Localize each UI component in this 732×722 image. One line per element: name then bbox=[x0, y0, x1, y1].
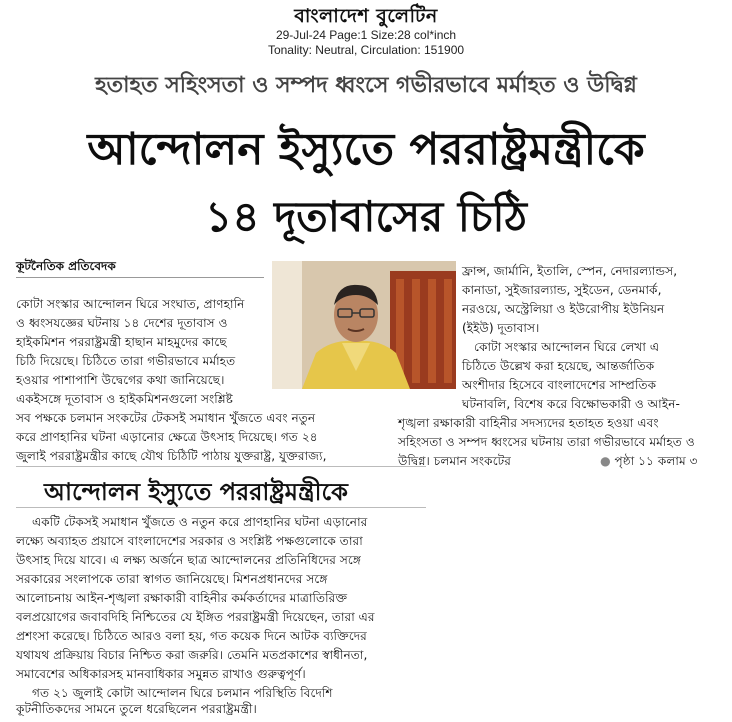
body-line: করে প্রাণহানির ঘটনা এড়ানোর ক্ষেত্রে উৎসাহ দিয়েছে। গত ২৪ bbox=[16, 430, 318, 444]
continuation-line: আলোচনায় আইন-শৃঙ্খলা রক্ষাকারী বাহিনীর কর্মকর্তাদের মাত্রাতিরিক্ত bbox=[16, 591, 348, 605]
body-line: ফ্রান্স, জার্মানি, ইতালি, স্পেন, নেদারল্যান্ডস, bbox=[462, 264, 678, 278]
headline-line-1: আন্দোলন ইস্যুতে পররাষ্ট্রমন্ত্রীকে bbox=[87, 124, 645, 175]
body-line: চিঠিতে উল্লেখ করা হয়েছে, আন্তর্জাতিক bbox=[462, 359, 655, 373]
minister-photo bbox=[272, 261, 456, 389]
body-line: একইসঙ্গে দূতাবাস ও হাইকমিশনগুলো সংশ্লিষ্ট bbox=[16, 392, 233, 406]
body-line: উদ্বিগ্ন। চলমান সংকটের bbox=[398, 454, 511, 468]
continued-page-ref: পৃষ্ঠা ১১ কলাম ৩ bbox=[614, 454, 698, 468]
body-line: (ইইউ) দূতাবাস। bbox=[462, 321, 540, 335]
body-line: হওয়ার পাশাপাশি উদ্বেগের কথা জানিয়েছে। bbox=[16, 373, 225, 387]
continuation-line: উৎসাহ দিয়ে যাবে। এ লক্ষ্য অর্জনে ছাত্র আন্দোলনের প্রতিনিধিদের সঙ্গে bbox=[16, 553, 361, 567]
body-line: সহিংসতা ও সম্পদ ধ্বংসের ঘটনায় তারা গভীরভাবে মর্মাহত ও bbox=[398, 435, 695, 449]
continuation-title: আন্দোলন ইস্যুতে পররাষ্ট্রমন্ত্রীকে bbox=[44, 478, 348, 506]
continuation-line: একটি টেকসই সমাধান খুঁজতে ও নতুন করে প্রাণহানির ঘটনা এড়ানোর bbox=[32, 515, 368, 529]
continuation-line: সরকারের সংলাপকে তারা স্বাগত জানিয়েছে। মিশনপ্রধানদের সঙ্গে bbox=[16, 572, 328, 586]
body-line: অংশীদার হিসেবে বাংলাদেশের সাম্প্রতিক bbox=[462, 378, 657, 392]
body-line: কোটা সংস্কার আন্দোলন ঘিরে সংঘাত, প্রাণহানি bbox=[16, 297, 245, 311]
continuation-line: বলপ্রয়োগের জবাবদিহি নিশ্চিতের যে ইঙ্গিত পররাষ্ট্রমন্ত্রী দিয়েছেন, তারা এর bbox=[16, 610, 375, 624]
continuation-line: গত ২১ জুলাই কোটা আন্দোলন ঘিরে চলমান পরিস্থিতি বিদেশি bbox=[32, 686, 333, 700]
continued-notice bbox=[600, 452, 698, 471]
body-line: ঘটনাবলি, বিশেষ করে বিক্ষোভকারী ও আইন- bbox=[462, 397, 680, 411]
body-line: নরওয়ে, অস্ট্রেলিয়া ও ইউরোপীয় ইউনিয়ন bbox=[462, 302, 665, 316]
bullet-icon: ● bbox=[600, 454, 611, 468]
body-line: জুলাই পররাষ্ট্রমন্ত্রীর কাছে যৌথ চিঠিটি পাঠায় যুক্তরাষ্ট্র, যুক্তরাজ্য, bbox=[16, 449, 327, 463]
continuation-line: সমাবেশের অধিকারসহ মানবাধিকার সমুন্নত রাখাও গুরুত্বপূর্ণ। bbox=[16, 667, 306, 681]
body-line: হাইকমিশন পররাষ্ট্রমন্ত্রী হাছান মাহমুদের কাছে bbox=[16, 335, 227, 349]
body-line: চিঠি দিয়েছে। চিঠিতে তারা গভীরভাবে মর্মাহত bbox=[16, 354, 236, 368]
body-line: কানাডা, সুইজারল্যান্ড, সুইডেন, ডেনমার্ক, bbox=[462, 283, 662, 297]
newspaper-masthead: বাংলাদেশ বুলেটিন bbox=[294, 5, 438, 27]
continuation-line: যথাযথ প্রক্রিয়ায় বিচার নিশ্চিত করা জরুরি। তেমনি মতপ্রকাশের স্বাধীনতা, bbox=[16, 648, 368, 662]
continuation-line: প্রশংসা করেছে। চিঠিতে আরও বলা হয়, গত কয়েক দিনে আটক ব্যক্তিদের bbox=[16, 629, 367, 643]
continuation-line: লক্ষ্যে অব্যাহত প্রয়াসে বাংলাদেশের সরকার ও সংশ্লিষ্ট পক্ষগুলোকে তারা bbox=[16, 534, 363, 548]
body-line: ও ধ্বংসযজ্ঞের ঘটনায় ১৪ দেশের দূতাবাস ও bbox=[16, 316, 228, 330]
kicker-headline: হতাহত সহিংসতা ও সম্পদ ধ্বংসে গভীরভাবে মর্মাহত ও উদ্বিগ্ন bbox=[95, 73, 637, 98]
continuation-line: কূটনীতিকদের সামনে তুলে ধরেছিলেন পররাষ্ট্রমন্ত্রী। bbox=[16, 702, 257, 716]
body-line: সব পক্ষকে চলমান সংকটের টেকসই সমাধান খুঁজতে এবং নতুন bbox=[16, 411, 316, 425]
clipping-meta-tonality: Tonality: Neutral, Circulation: 151900 bbox=[267, 43, 465, 57]
byline-divider bbox=[16, 277, 264, 278]
body-line: কোটা সংস্কার আন্দোলন ঘিরে লেখা এ bbox=[474, 340, 660, 354]
clipping-meta-size: 29-Jul-24 Page:1 Size:28 col*inch bbox=[275, 28, 457, 42]
byline: কূটনৈতিক প্রতিবেদক bbox=[16, 259, 116, 273]
body-line: শৃঙ্খলা রক্ষাকারী বাহিনীর সদস্যদের হতাহত হওয়া এবং bbox=[398, 416, 659, 430]
headline-line-2: ১৪ দূতাবাসের চিঠি bbox=[205, 192, 527, 241]
